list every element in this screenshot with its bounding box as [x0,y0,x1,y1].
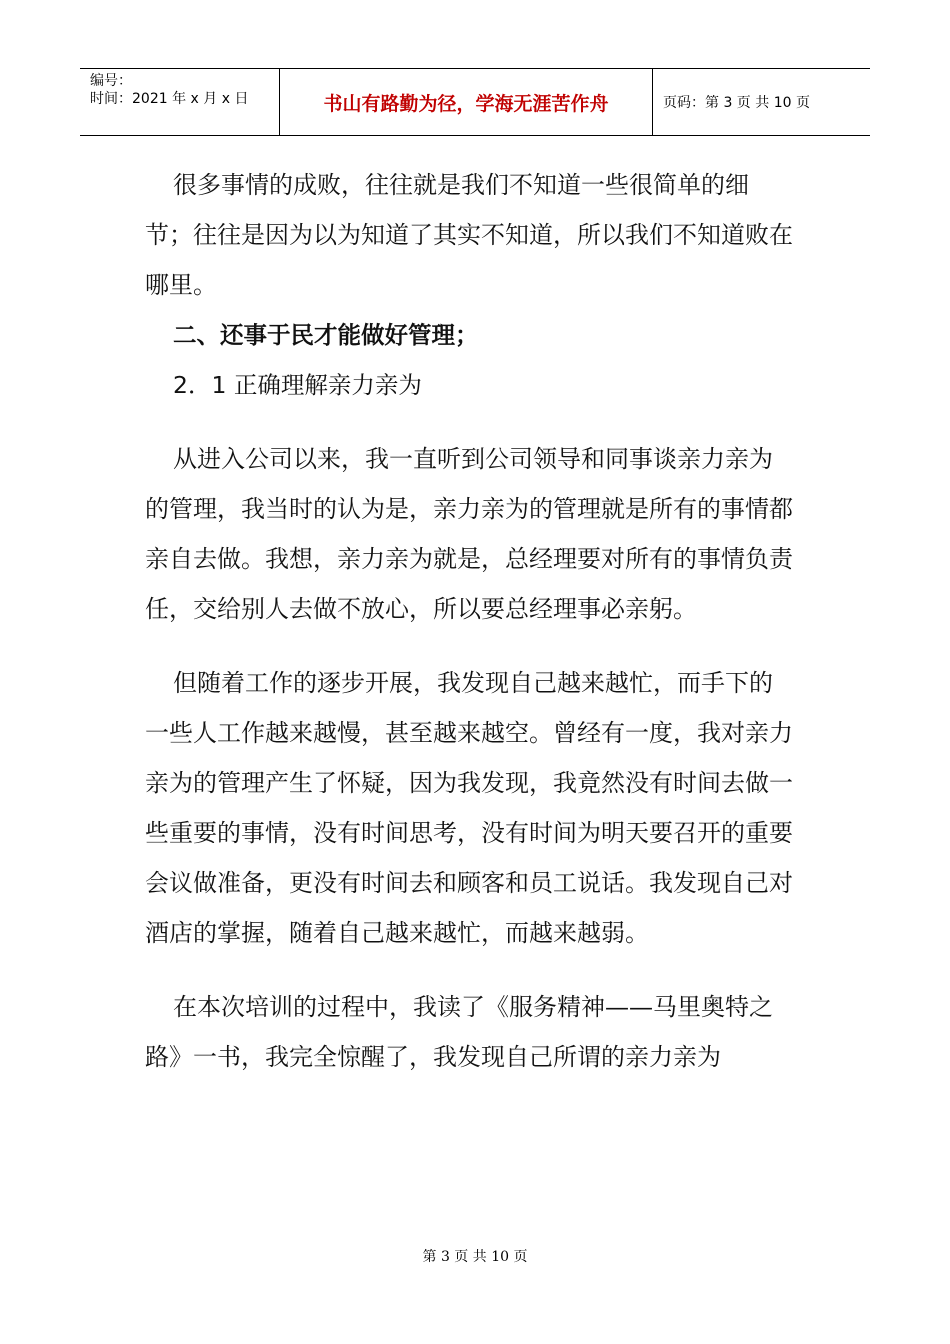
page-label: 页码：第 3 页 共 10 页 [663,95,810,111]
header-page-cell [653,69,870,135]
document-header [80,68,870,136]
motto-text: 书山有路勤为径，学海无涯苦作舟 [323,92,609,115]
header-motto-cell [280,69,653,135]
header-info-cell [80,69,280,135]
subsection-heading: 2．1 正确理解亲力亲为 [173,371,422,399]
paragraph-4: 在本次培训的过程中，我读了《服务精神——马里奥特之路》一书，我完全惊醒了，我发现自己所谓的亲力亲为 [145,993,773,1071]
paragraph-3: 但随着工作的逐步开展，我发现自己越来越忙，而手下的一些人工作越来越慢，甚至越来越空。曾经有一度，我对亲力亲为的管理产生了怀疑，因为我发现，我竟然没有时间去做一些重要的事情，没有时间思考，没有时间为明天要召开的重要会议做准备，更没有时间去和顾客和员工说话。我发现自己对酒店的掌握，随着自己越来越忙，而越来越弱。 [145,669,793,947]
page-footer: 第 3 页 共 10 页 [422,1249,528,1265]
paragraph-1: 很多事情的成败，往往就是我们不知道一些很简单的细节；往往是因为以为知道了其实不知道，所以我们不知道败在哪里。 [145,171,793,299]
date-label: 时间：2021 年 x 月 x 日 [90,91,249,107]
paragraph-2: 从进入公司以来，我一直听到公司领导和同事谈亲力亲为的管理，我当时的认为是，亲力亲为的管理就是所有的事情都亲自去做。我想，亲力亲为就是，总经理要对所有的事情负责任，交给别人去做不放心，所以要总经理事必亲躬。 [145,445,793,623]
document-body [145,160,795,1082]
number-label: 编号： [90,73,132,89]
section-heading: 二、还事于民才能做好管理； [173,321,479,349]
